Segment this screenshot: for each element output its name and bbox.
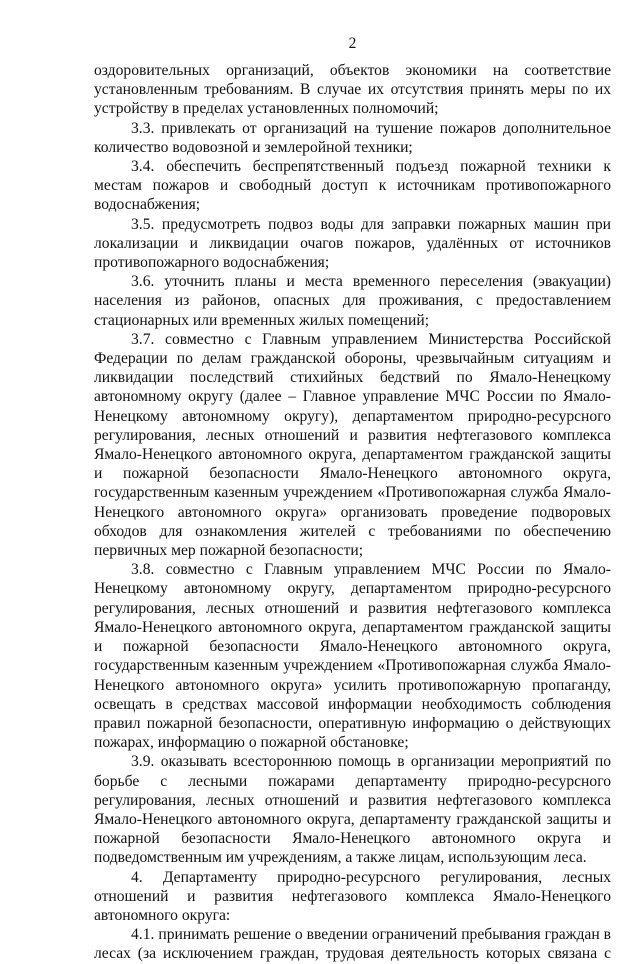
paragraph-3-8: 3.8. совместно с Главным управлением МЧС России по Ямало-Ненецкому автономному округу, департаментом природно-ресурсного регулирования, лесных отношений и развития нефтегазового комплекса Ямало-Ненецкого автономного округа, департаментом гражданской защиты и пожарной безопасности Ямало-Ненецкого автономного округа, государственным казенным учреждением «Противопожарная служба Ямало-Ненецкого автономного округа» усилить противопожарную пропаганду, освещать в средствах массовой информации необходимость соблюдения правил пожарной безопасности, оперативную информацию о действующих пожарах, информацию о пожарной обстановке; (94, 561, 611, 752)
paragraph-3-5: 3.5. предусмотреть подвоз воды для заправки пожарных машин при локализации и ликвидации очагов пожаров, удалённых от источников противопожарного водоснабжения; (94, 215, 611, 272)
document-body (94, 61, 611, 964)
paragraph-3-6: 3.6. уточнить планы и места временного переселения (эвакуации) населения из районов, опасных для проживания, с предоставлением стационарных или временных жилых помещений; (94, 273, 611, 329)
page-number: 2 (348, 35, 357, 52)
paragraph-3-4: 3.4. обеспечить беспрепятственный подъезд пожарной техники к местам пожаров и свободный доступ к источникам противопожарного водоснабжения; (94, 158, 611, 214)
paragraph-4-1: 4.1. принимать решение о введении ограничений пребывания граждан в лесах (за исключением граждан, трудовая деятельность которых связана с (94, 926, 611, 963)
paragraph-3-3: 3.3. привлекать от организаций на тушение пожаров дополнительное количество водовозной и землеройной техники; (94, 119, 611, 156)
paragraph-3-9: 3.9. оказывать всестороннюю помощь в организации мероприятий по борьбе с лесными пожарами департаменту природно-ресурсного регулирования, лесных отношений и развития нефтегазового комплекса Ямало-Ненецкого автономного округа, департаменту гражданской защиты и пожарной безопасности Ямало-Ненецкого автономного округа и подведомственным им учреждениям, а также лицам, использующим леса. (94, 753, 611, 867)
paragraph-continuation: оздоровительных организаций, объектов экономики на соответствие установленным требованиям. В случае их отсутствия принять меры по их устройству в пределах установленных полномочий; (94, 62, 611, 118)
paragraph-4: 4. Департаменту природно-ресурсного регулирования, лесных отношений и развития нефтегазового комплекса Ямало-Ненецкого автономного округа: (94, 868, 611, 924)
paragraph-3-7: 3.7. совместно с Главным управлением Министерства Российской Федерации по делам гражданской обороны, чрезвычайным ситуациям и ликвидации последствий стихийных бедствий по Ямало-Ненецкому автономному округу (далее – Главное управление МЧС России по Ямало-Ненецкому автономному округу), департаментом природно-ресурсного регулирования, лесных отношений и развития нефтегазового комплекса Ямало-Ненецкого автономного округа, департаментом гражданской защиты и пожарной безопасности Ямало-Ненецкого автономного округа, государственным казенным учреждением «Противопожарная служба Ямало-Ненецкого автономного округа» организовать проведение подворовых обходов для ознакомления жителей с требованиями по обеспечению первичных мер пожарной безопасности; (94, 330, 611, 560)
